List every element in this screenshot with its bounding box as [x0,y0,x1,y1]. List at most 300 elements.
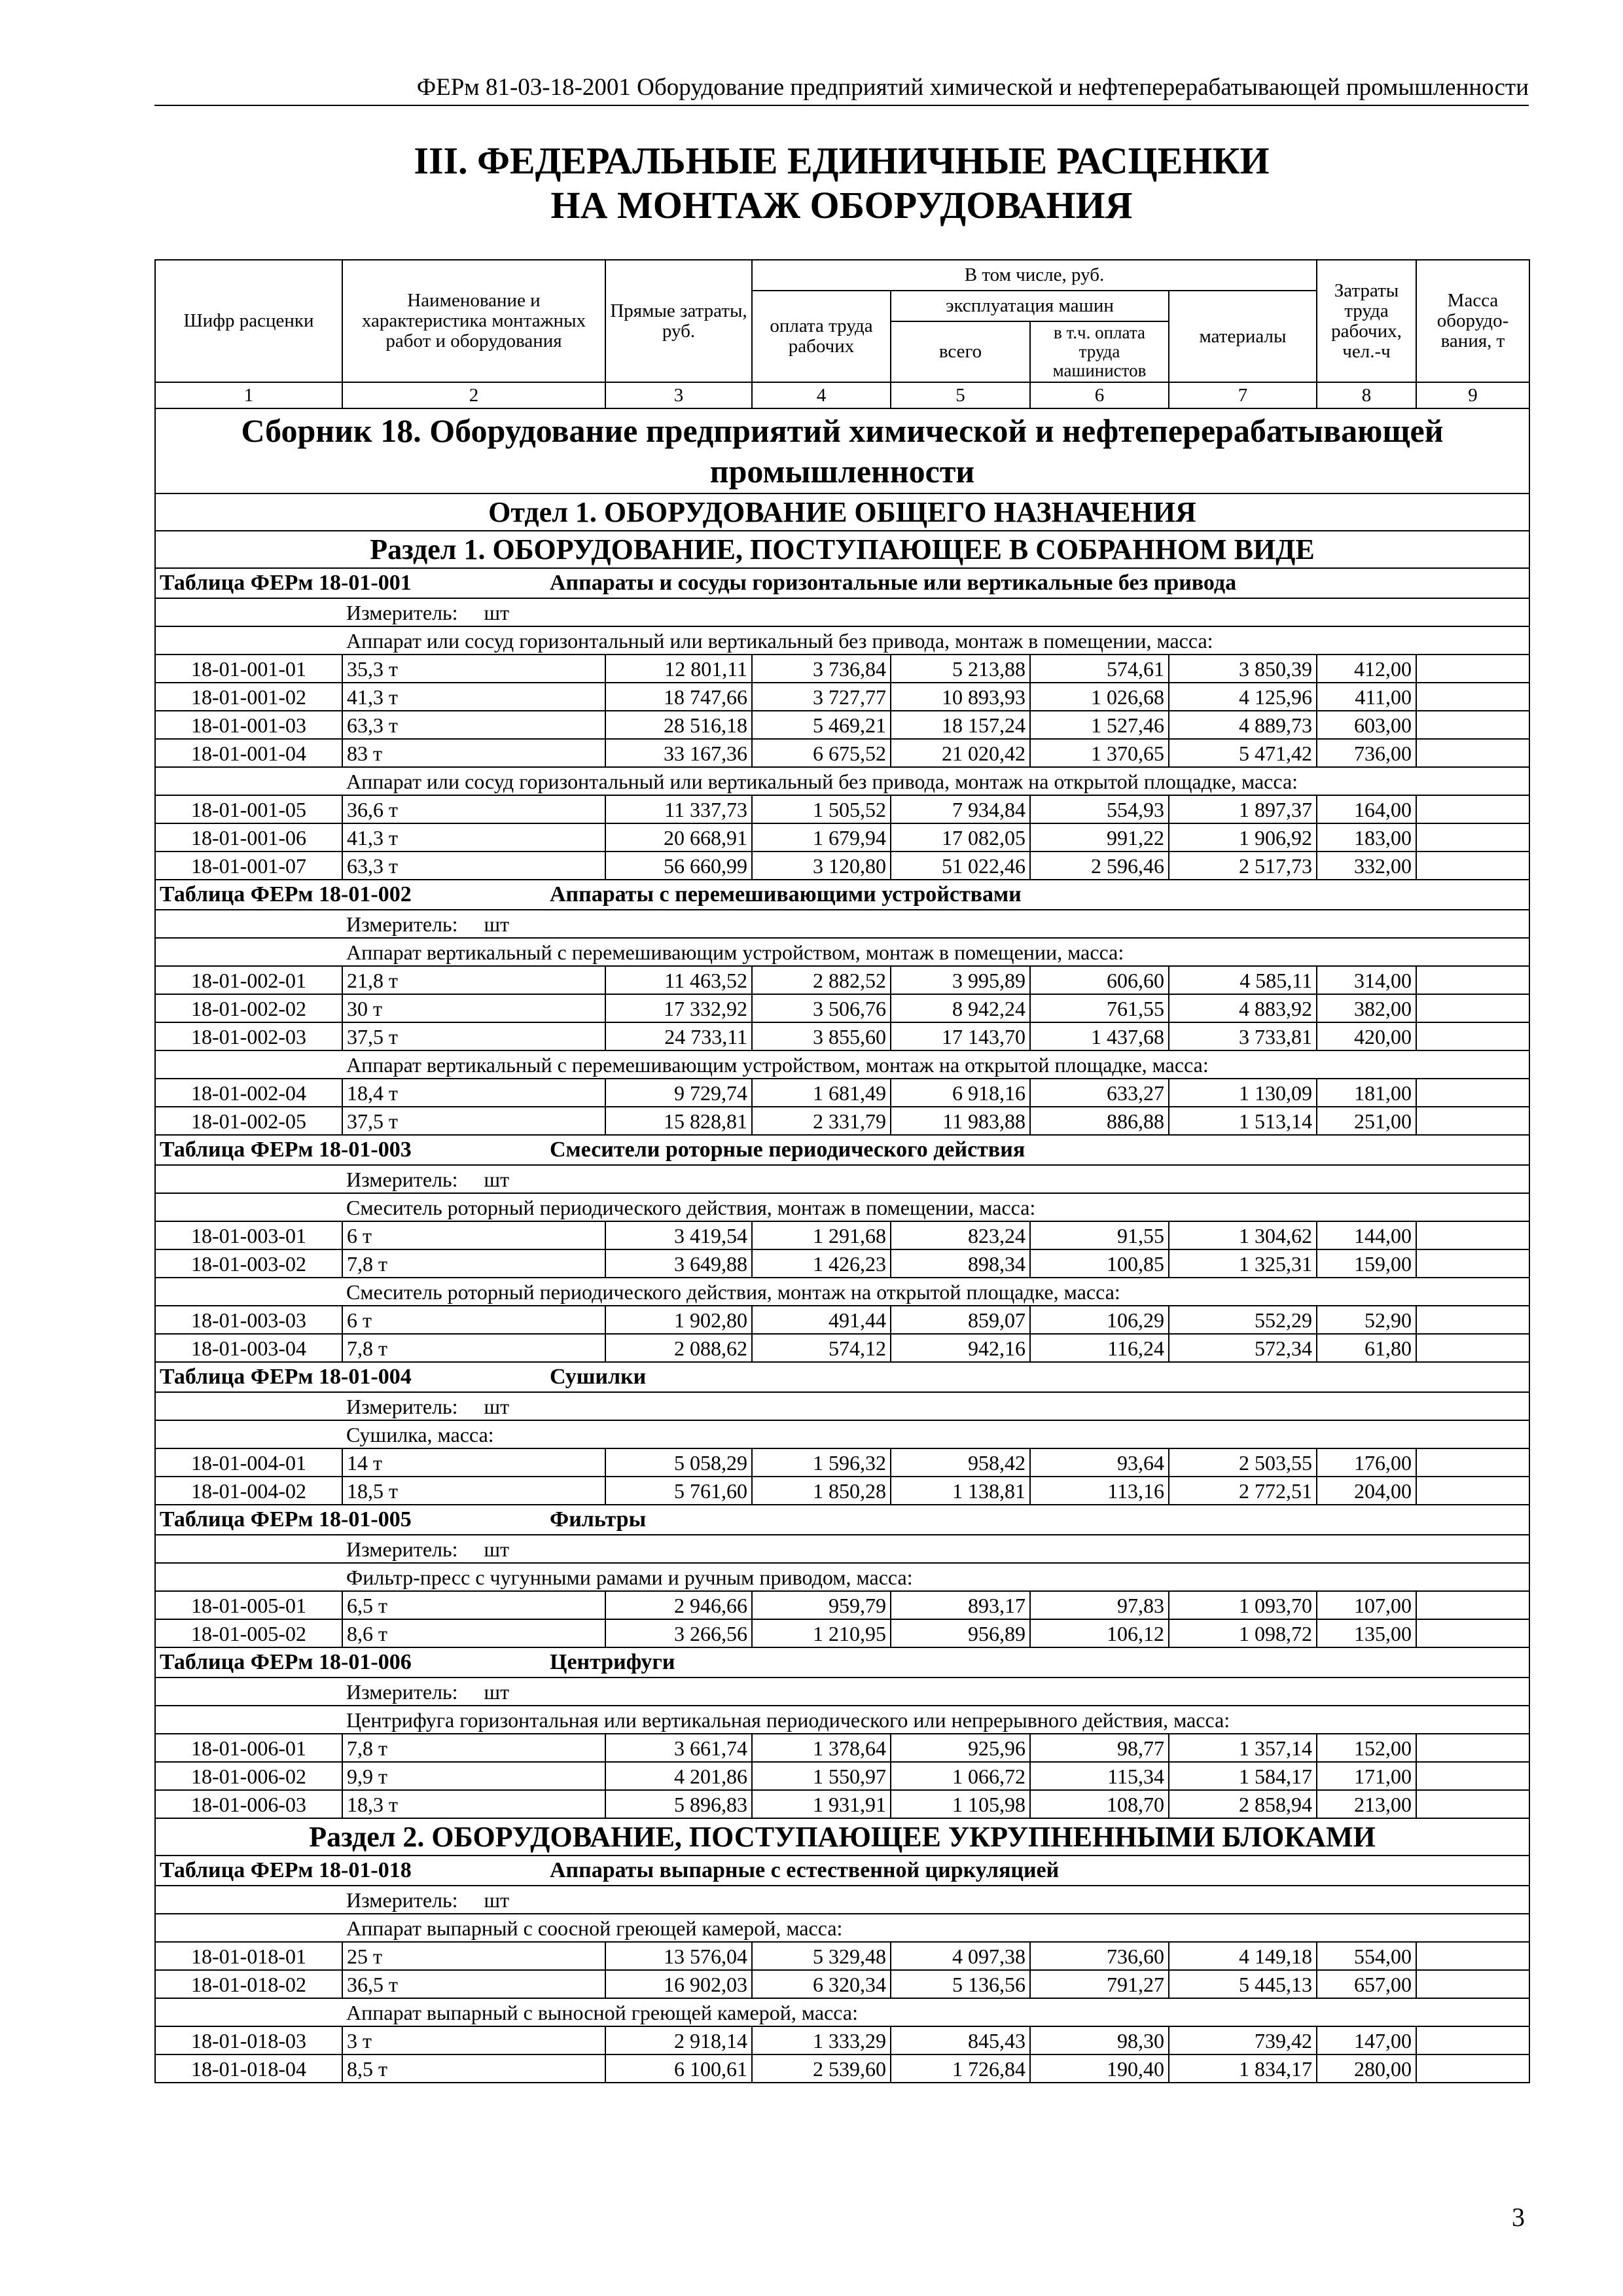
labor-cost: 1 550,97 [752,1762,891,1790]
rate-mass: 18,3 т [342,1790,605,1818]
col-number: 3 [605,382,752,408]
table-body [155,408,1529,2083]
materials-cost: 1 093,70 [1169,1591,1317,1619]
labor-cost: 959,79 [752,1591,891,1619]
col-number: 8 [1317,382,1416,408]
machine-cost: 859,07 [891,1306,1030,1334]
table-row [155,1762,1529,1790]
unit-label: Измеритель: [346,1679,458,1704]
rate-code: 18-01-001-05 [155,795,342,823]
col-header-direct: Прямые затраты, руб. [605,260,752,382]
table-row [155,683,1529,711]
operator-cost: 106,12 [1030,1619,1169,1647]
page-title-line-2: НА МОНТАЖ ОБОРУДОВАНИЯ [550,184,1133,226]
materials-cost: 4 883,92 [1169,994,1317,1022]
rate-mass: 83 т [342,739,605,767]
col-header-machines: эксплуатация машин [891,291,1169,321]
table-row [155,823,1529,852]
section-row [155,531,1529,568]
col-number: 2 [342,382,605,408]
labor-hours: 183,00 [1317,823,1416,852]
direct-cost: 5 058,29 [605,1448,752,1477]
unit-cell [342,1886,1529,1914]
table-row [155,2054,1529,2083]
rate-mass: 37,5 т [342,1107,605,1135]
rate-mass: 21,8 т [342,966,605,994]
direct-cost: 16 902,03 [605,1970,752,1998]
labor-cost: 6 320,34 [752,1970,891,1998]
rate-code: 18-01-018-04 [155,2054,342,2083]
operator-cost: 97,83 [1030,1591,1169,1619]
operator-cost: 1 370,65 [1030,739,1169,767]
group-description: Аппарат или сосуд горизонтальный или вертикальный без привода, монтаж на открытой площадке, масса: [342,767,1529,795]
labor-hours: 152,00 [1317,1734,1416,1762]
table-row [155,994,1529,1022]
equipment-mass [1416,823,1529,852]
equipment-mass [1416,1249,1529,1278]
table-row [155,1477,1529,1505]
labor-cost: 2 331,79 [752,1107,891,1135]
rate-mass: 3 т [342,2026,605,2054]
table-name: Аппараты с перемешивающими устройствами [550,882,1022,906]
equipment-mass [1416,2054,1529,2083]
direct-cost: 5 896,83 [605,1790,752,1818]
direct-cost: 11 463,52 [605,966,752,994]
labor-cost: 1 210,95 [752,1619,891,1647]
machine-cost: 845,43 [891,2026,1030,2054]
labor-hours: 657,00 [1317,1970,1416,1998]
group-desc-row [155,1278,1529,1306]
operator-cost: 93,64 [1030,1448,1169,1477]
table-row [155,1942,1529,1970]
equipment-mass [1416,739,1529,767]
machine-cost: 942,16 [891,1334,1030,1362]
operator-cost: 108,70 [1030,1790,1169,1818]
equipment-mass [1416,1477,1529,1505]
rate-mass: 7,8 т [342,1334,605,1362]
labor-hours: 554,00 [1317,1942,1416,1970]
table-row [155,1107,1529,1135]
group-desc-row [155,938,1529,966]
direct-cost: 6 100,61 [605,2054,752,2083]
labor-cost: 3 855,60 [752,1022,891,1050]
rate-mass: 36,6 т [342,795,605,823]
table-code: Таблица ФЕРм 18-01-004 [160,1365,412,1389]
direct-cost: 2 088,62 [605,1334,752,1362]
rate-code: 18-01-002-05 [155,1107,342,1135]
operator-cost: 2 596,46 [1030,852,1169,880]
col-header-materials: материалы [1169,291,1317,382]
labor-hours: 181,00 [1317,1079,1416,1107]
col-number: 4 [752,382,891,408]
unit-label: Измеритель: [346,912,458,936]
table-title [155,1362,1529,1392]
rate-code: 18-01-006-01 [155,1734,342,1762]
operator-cost: 1 527,46 [1030,711,1169,739]
direct-cost: 15 828,81 [605,1107,752,1135]
group-description: Смеситель роторный периодического действия, монтаж на открытой площадке, масса: [342,1278,1529,1306]
machine-cost: 10 893,93 [891,683,1030,711]
materials-cost: 2 772,51 [1169,1477,1317,1505]
unit-cell [342,910,1529,938]
materials-cost: 1 834,17 [1169,2054,1317,2083]
labor-hours: 144,00 [1317,1221,1416,1249]
price-table [154,259,1530,2083]
materials-cost: 2 503,55 [1169,1448,1317,1477]
direct-cost: 3 661,74 [605,1734,752,1762]
unit-label: Измеритель: [346,1167,458,1191]
direct-cost: 3 419,54 [605,1221,752,1249]
labor-cost: 1 378,64 [752,1734,891,1762]
direct-cost: 13 576,04 [605,1942,752,1970]
operator-cost: 1 026,68 [1030,683,1169,711]
labor-hours: 107,00 [1317,1591,1416,1619]
rate-code: 18-01-005-02 [155,1619,342,1647]
running-header: ФЕРм 81-03-18-2001 Оборудование предприятий химической и нефтеперерабатывающей промышленности [154,73,1529,106]
group-desc-row [155,1050,1529,1079]
table-row [155,2026,1529,2054]
direct-cost: 2 946,66 [605,1591,752,1619]
rate-code: 18-01-002-01 [155,966,342,994]
group-desc-row [155,767,1529,795]
rate-code: 18-01-003-03 [155,1306,342,1334]
labor-hours: 52,90 [1317,1306,1416,1334]
machine-cost: 21 020,42 [891,739,1030,767]
labor-hours: 411,00 [1317,683,1416,711]
labor-cost: 3 120,80 [752,852,891,880]
labor-cost: 6 675,52 [752,739,891,767]
page-number: 3 [1512,2202,1525,2232]
labor-hours: 171,00 [1317,1762,1416,1790]
unit-cell [342,1677,1529,1706]
materials-cost: 2 517,73 [1169,852,1317,880]
table-row [155,1334,1529,1362]
materials-cost: 5 445,13 [1169,1970,1317,1998]
materials-cost: 1 130,09 [1169,1079,1317,1107]
table-name: Фильтры [550,1507,647,1532]
direct-cost: 4 201,86 [605,1762,752,1790]
page-title [154,139,1529,228]
equipment-mass [1416,1734,1529,1762]
materials-cost: 1 304,62 [1169,1221,1317,1249]
col-header-hours: Затраты труда рабочих, чел.-ч [1317,260,1416,382]
unit-row [155,1886,1529,1914]
machine-cost: 5 136,56 [891,1970,1030,1998]
group-desc-spacer [155,1278,342,1306]
equipment-mass [1416,1619,1529,1647]
operator-cost: 116,24 [1030,1334,1169,1362]
labor-cost: 1 679,94 [752,823,891,852]
table-code: Таблица ФЕРм 18-01-006 [160,1650,412,1674]
equipment-mass [1416,1762,1529,1790]
col-number: 1 [155,382,342,408]
rate-code: 18-01-002-04 [155,1079,342,1107]
rate-code: 18-01-018-01 [155,1942,342,1970]
table-name: Сушилки [550,1365,647,1389]
rate-code: 18-01-003-04 [155,1334,342,1362]
group-desc-spacer [155,1193,342,1221]
rate-code: 18-01-006-02 [155,1762,342,1790]
table-row [155,1790,1529,1818]
table-code: Таблица ФЕРм 18-01-002 [160,882,412,906]
table-title [155,1505,1529,1535]
group-desc-spacer [155,1050,342,1079]
rate-code: 18-01-001-01 [155,655,342,683]
labor-hours: 314,00 [1317,966,1416,994]
rate-code: 18-01-001-02 [155,683,342,711]
group-description: Аппарат или сосуд горизонтальный или вертикальный без привода, монтаж в помещении, масса: [342,626,1529,655]
operator-cost: 98,77 [1030,1734,1169,1762]
group-description: Сушилка, масса: [342,1420,1529,1448]
labor-hours: 412,00 [1317,655,1416,683]
equipment-mass [1416,1448,1529,1477]
labor-cost: 1 291,68 [752,1221,891,1249]
table-code: Таблица ФЕРм 18-01-001 [160,571,412,595]
rate-mass: 37,5 т [342,1022,605,1050]
labor-hours: 159,00 [1317,1249,1416,1278]
section-title: Раздел 2. ОБОРУДОВАНИЕ, ПОСТУПАЮЩЕЕ УКРУПНЕННЫМИ БЛОКАМИ [155,1818,1529,1856]
operator-cost: 115,34 [1030,1762,1169,1790]
rate-mass: 63,3 т [342,852,605,880]
unit-row [155,1392,1529,1420]
labor-cost: 1 505,52 [752,795,891,823]
unit-spacer [155,1392,342,1420]
operator-cost: 106,29 [1030,1306,1169,1334]
machine-cost: 925,96 [891,1734,1030,1762]
table-title-row [155,1856,1529,1886]
group-desc-row [155,1420,1529,1448]
table-row [155,1619,1529,1647]
direct-cost: 9 729,74 [605,1079,752,1107]
labor-cost: 3 727,77 [752,683,891,711]
rate-code: 18-01-003-02 [155,1249,342,1278]
rate-mass: 30 т [342,994,605,1022]
materials-cost: 1 897,37 [1169,795,1317,823]
labor-cost: 491,44 [752,1306,891,1334]
labor-hours: 147,00 [1317,2026,1416,2054]
machine-cost: 3 995,89 [891,966,1030,994]
rate-code: 18-01-003-01 [155,1221,342,1249]
col-header-mach-total: всего [891,321,1030,382]
labor-hours: 420,00 [1317,1022,1416,1050]
unit-label: Измеритель: [346,1537,458,1561]
rate-mass: 35,3 т [342,655,605,683]
table-title [155,880,1529,910]
rate-code: 18-01-005-01 [155,1591,342,1619]
unit-label: Измеритель: [346,600,458,624]
section-title: Раздел 1. ОБОРУДОВАНИЕ, ПОСТУПАЮЩЕЕ В СОБРАННОМ ВИДЕ [155,531,1529,568]
table-row [155,1970,1529,1998]
col-header-name: Наименование и характеристика монтажных работ и оборудования [342,260,605,382]
direct-cost: 20 668,91 [605,823,752,852]
machine-cost: 956,89 [891,1619,1030,1647]
rate-code: 18-01-002-03 [155,1022,342,1050]
unit-cell [342,1392,1529,1420]
unit-value: шт [484,1394,510,1418]
rate-code: 18-01-001-06 [155,823,342,852]
direct-cost: 3 266,56 [605,1619,752,1647]
operator-cost: 91,55 [1030,1221,1169,1249]
table-title-row [155,1505,1529,1535]
labor-hours: 204,00 [1317,1477,1416,1505]
equipment-mass [1416,795,1529,823]
equipment-mass [1416,1790,1529,1818]
materials-cost: 1 098,72 [1169,1619,1317,1647]
machine-cost: 893,17 [891,1591,1030,1619]
operator-cost: 606,60 [1030,966,1169,994]
equipment-mass [1416,1221,1529,1249]
equipment-mass [1416,994,1529,1022]
materials-cost: 552,29 [1169,1306,1317,1334]
materials-cost: 1 906,92 [1169,823,1317,852]
materials-cost: 4 889,73 [1169,711,1317,739]
labor-cost: 1 850,28 [752,1477,891,1505]
materials-cost: 739,42 [1169,2026,1317,2054]
group-description: Аппарат выпарный с выносной греющей камерой, масса: [342,1998,1529,2026]
table-code: Таблица ФЕРм 18-01-018 [160,1858,412,1882]
machine-cost: 18 157,24 [891,711,1030,739]
table-title [155,1647,1529,1677]
rate-mass: 41,3 т [342,823,605,852]
rate-mass: 7,8 т [342,1249,605,1278]
materials-cost: 1 357,14 [1169,1734,1317,1762]
rate-mass: 36,5 т [342,1970,605,1998]
labor-cost: 1 426,23 [752,1249,891,1278]
table-name: Аппараты и сосуды горизонтальные или вертикальные без привода [550,571,1237,595]
machine-cost: 1 066,72 [891,1762,1030,1790]
table-row [155,852,1529,880]
operator-cost: 791,27 [1030,1970,1169,1998]
table-title-row [155,1362,1529,1392]
unit-cell [342,1535,1529,1563]
group-desc-spacer [155,767,342,795]
col-number: 6 [1030,382,1169,408]
rate-mass: 7,8 т [342,1734,605,1762]
operator-cost: 991,22 [1030,823,1169,852]
rate-mass: 8,6 т [342,1619,605,1647]
rate-mass: 18,5 т [342,1477,605,1505]
equipment-mass [1416,2026,1529,2054]
group-description: Центрифуга горизонтальная или вертикальная периодического или непрерывного действия, масса: [342,1706,1529,1734]
equipment-mass [1416,1334,1529,1362]
table-row [155,1221,1529,1249]
rate-code: 18-01-004-01 [155,1448,342,1477]
group-desc-row [155,1563,1529,1591]
rate-mass: 6 т [342,1221,605,1249]
unit-row [155,1165,1529,1193]
labor-hours: 213,00 [1317,1790,1416,1818]
group-description: Аппарат выпарный с соосной греющей камерой, масса: [342,1914,1529,1942]
table-title-row [155,1647,1529,1677]
unit-cell [342,1165,1529,1193]
labor-hours: 332,00 [1317,852,1416,880]
table-row [155,1022,1529,1050]
operator-cost: 554,93 [1030,795,1169,823]
operator-cost: 100,85 [1030,1249,1169,1278]
table-header [155,260,1529,408]
rate-code: 18-01-004-02 [155,1477,342,1505]
labor-cost: 3 506,76 [752,994,891,1022]
group-desc-row [155,1193,1529,1221]
rate-mass: 6,5 т [342,1591,605,1619]
equipment-mass [1416,1970,1529,1998]
table-name: Центрифуги [550,1650,675,1674]
machine-cost: 51 022,46 [891,852,1030,880]
rate-mass: 25 т [342,1942,605,1970]
equipment-mass [1416,1022,1529,1050]
table-row [155,1448,1529,1477]
labor-cost: 3 736,84 [752,655,891,683]
machine-cost: 7 934,84 [891,795,1030,823]
labor-cost: 2 539,60 [752,2054,891,2083]
direct-cost: 18 747,66 [605,683,752,711]
group-desc-spacer [155,938,342,966]
materials-cost: 572,34 [1169,1334,1317,1362]
table-row [155,795,1529,823]
rate-mass: 41,3 т [342,683,605,711]
labor-hours: 164,00 [1317,795,1416,823]
unit-value: шт [484,1167,510,1191]
direct-cost: 17 332,92 [605,994,752,1022]
unit-cell [342,598,1529,626]
operator-cost: 1 437,68 [1030,1022,1169,1050]
operator-cost: 98,30 [1030,2026,1169,2054]
table-title [155,1135,1529,1165]
unit-row [155,1535,1529,1563]
rate-mass: 63,3 т [342,711,605,739]
operator-cost: 633,27 [1030,1079,1169,1107]
unit-spacer [155,1165,342,1193]
table-title [155,1856,1529,1886]
equipment-mass [1416,1079,1529,1107]
column-numbers-row [155,382,1529,408]
table-code: Таблица ФЕРм 18-01-005 [160,1507,412,1532]
machine-cost: 1 105,98 [891,1790,1030,1818]
group-desc-spacer [155,1998,342,2026]
machine-cost: 17 082,05 [891,823,1030,852]
direct-cost: 28 516,18 [605,711,752,739]
group-desc-spacer [155,1914,342,1942]
direct-cost: 2 918,14 [605,2026,752,2054]
group-description: Смеситель роторный периодического действия, монтаж в помещении, масса: [342,1193,1529,1221]
unit-value: шт [484,1537,510,1561]
unit-row [155,598,1529,626]
labor-cost: 5 329,48 [752,1942,891,1970]
labor-hours: 135,00 [1317,1619,1416,1647]
group-desc-spacer [155,1563,342,1591]
table-title-row [155,568,1529,598]
labor-cost: 1 681,49 [752,1079,891,1107]
direct-cost: 56 660,99 [605,852,752,880]
collection-row [155,408,1529,493]
equipment-mass [1416,1306,1529,1334]
rate-mass: 6 т [342,1306,605,1334]
group-desc-row [155,1706,1529,1734]
table-row [155,739,1529,767]
group-desc-spacer [155,626,342,655]
rate-mass: 9,9 т [342,1762,605,1790]
unit-value: шт [484,1679,510,1704]
table-row [155,1306,1529,1334]
labor-cost: 1 333,29 [752,2026,891,2054]
operator-cost: 574,61 [1030,655,1169,683]
col-number: 9 [1416,382,1529,408]
materials-cost: 2 858,94 [1169,1790,1317,1818]
labor-hours: 382,00 [1317,994,1416,1022]
equipment-mass [1416,655,1529,683]
table-row [155,1734,1529,1762]
direct-cost: 3 649,88 [605,1249,752,1278]
